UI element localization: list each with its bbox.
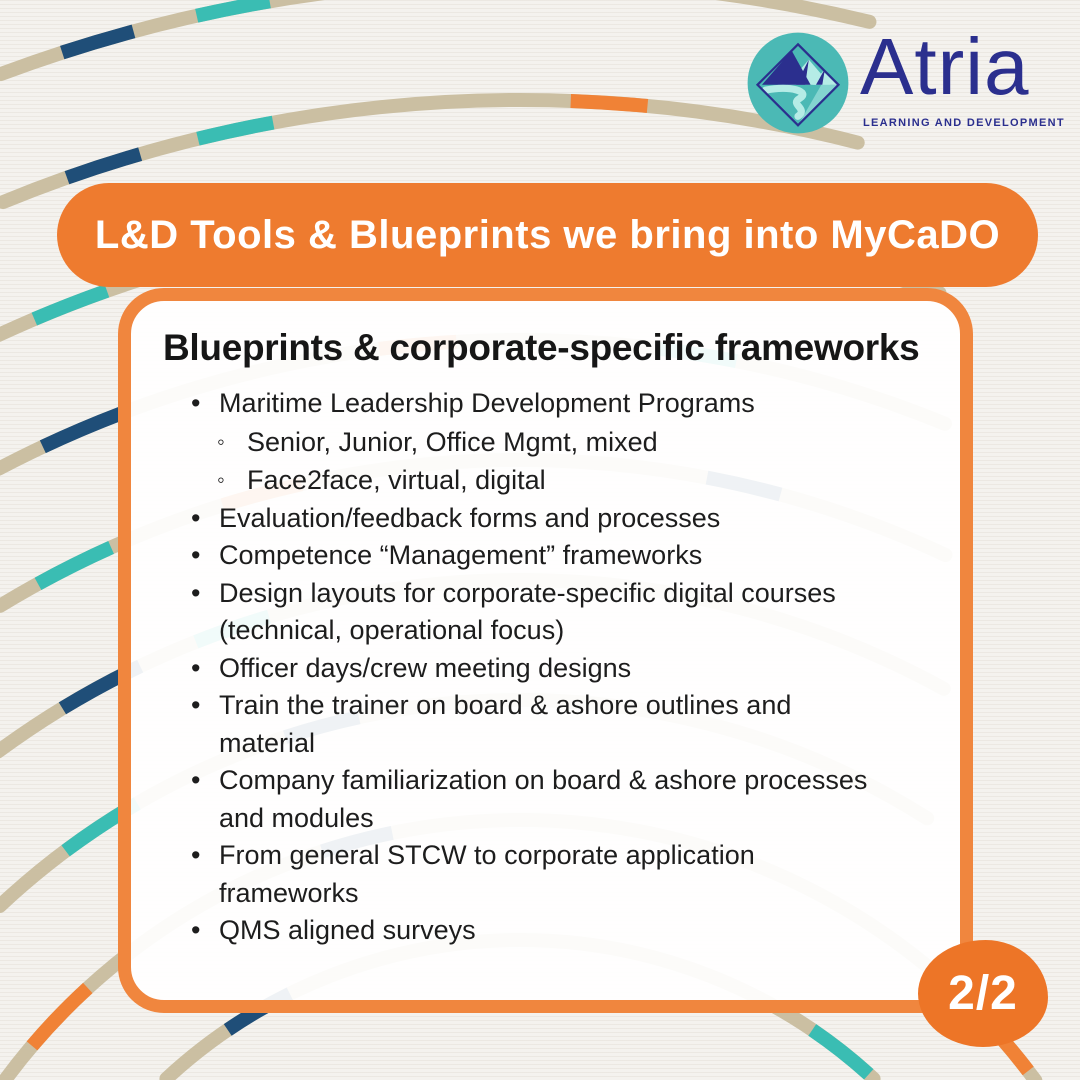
- content-card: [118, 288, 973, 1013]
- banner: [57, 183, 1038, 287]
- bullet-text: Evaluation/feedback forms and processes: [219, 502, 721, 533]
- bullet-marker-icon: •: [191, 915, 201, 945]
- sub-bullet-text: Face2face, virtual, digital: [247, 465, 546, 495]
- bullet-marker-icon: •: [191, 840, 201, 870]
- sub-bullet-item: [217, 423, 891, 462]
- bullet-item: [191, 762, 891, 837]
- sub-bullet-text: Senior, Junior, Office Mgmt, mixed: [247, 426, 658, 457]
- sub-bullet-list: [191, 423, 891, 500]
- banner-title: L&D Tools & Blueprints we bring into MyCaDO: [94, 212, 1001, 257]
- bullet-text: Company familiarization on board & ashore processes and modules: [219, 765, 868, 833]
- bullet-marker-icon: •: [191, 540, 201, 570]
- brand-name: Atria: [860, 22, 1030, 111]
- bullet-list: [161, 385, 891, 950]
- bullet-marker-icon: •: [191, 652, 201, 683]
- bullet-item: [191, 537, 891, 575]
- bullet-item: [191, 385, 891, 423]
- bullet-item: [191, 575, 891, 650]
- bullet-marker-icon: •: [191, 765, 201, 795]
- bullet-item: [191, 687, 891, 762]
- bullet-item: [191, 837, 891, 912]
- bullet-marker-icon: •: [191, 577, 201, 608]
- bullet-text: Maritime Leadership Development Programs: [219, 388, 755, 418]
- bullet-item: [191, 912, 891, 950]
- page-indicator-badge: [918, 940, 1048, 1047]
- bullet-text: Design layouts for corporate-specific digital courses (technical, operational focus): [219, 577, 836, 645]
- logo-mark-icon: [744, 29, 852, 137]
- card-heading: Blueprints & corporate-specific frameworks: [163, 327, 920, 368]
- bullet-item: [191, 500, 891, 538]
- sub-bullet-marker-icon: ◦: [217, 467, 225, 492]
- sub-bullet-item: [217, 461, 891, 500]
- bullet-item: [191, 650, 891, 688]
- page-indicator-text: 2/2: [948, 967, 1018, 1020]
- bullet-text: Train the trainer on board & ashore outlines and material: [219, 690, 792, 758]
- bullet-marker-icon: •: [191, 690, 201, 720]
- sub-bullet-marker-icon: ◦: [217, 428, 225, 454]
- bullet-marker-icon: •: [191, 502, 201, 533]
- bullet-text: Competence “Management” frameworks: [219, 540, 703, 570]
- bullet-text: Officer days/crew meeting designs: [219, 652, 632, 683]
- atria-logo: [744, 22, 1065, 139]
- bullet-text: QMS aligned surveys: [219, 915, 476, 945]
- bullet-text: From general STCW to corporate application frameworks: [219, 840, 755, 908]
- bullet-marker-icon: •: [191, 388, 201, 418]
- brand-tagline: LEARNING AND DEVELOPMENT: [863, 117, 1065, 129]
